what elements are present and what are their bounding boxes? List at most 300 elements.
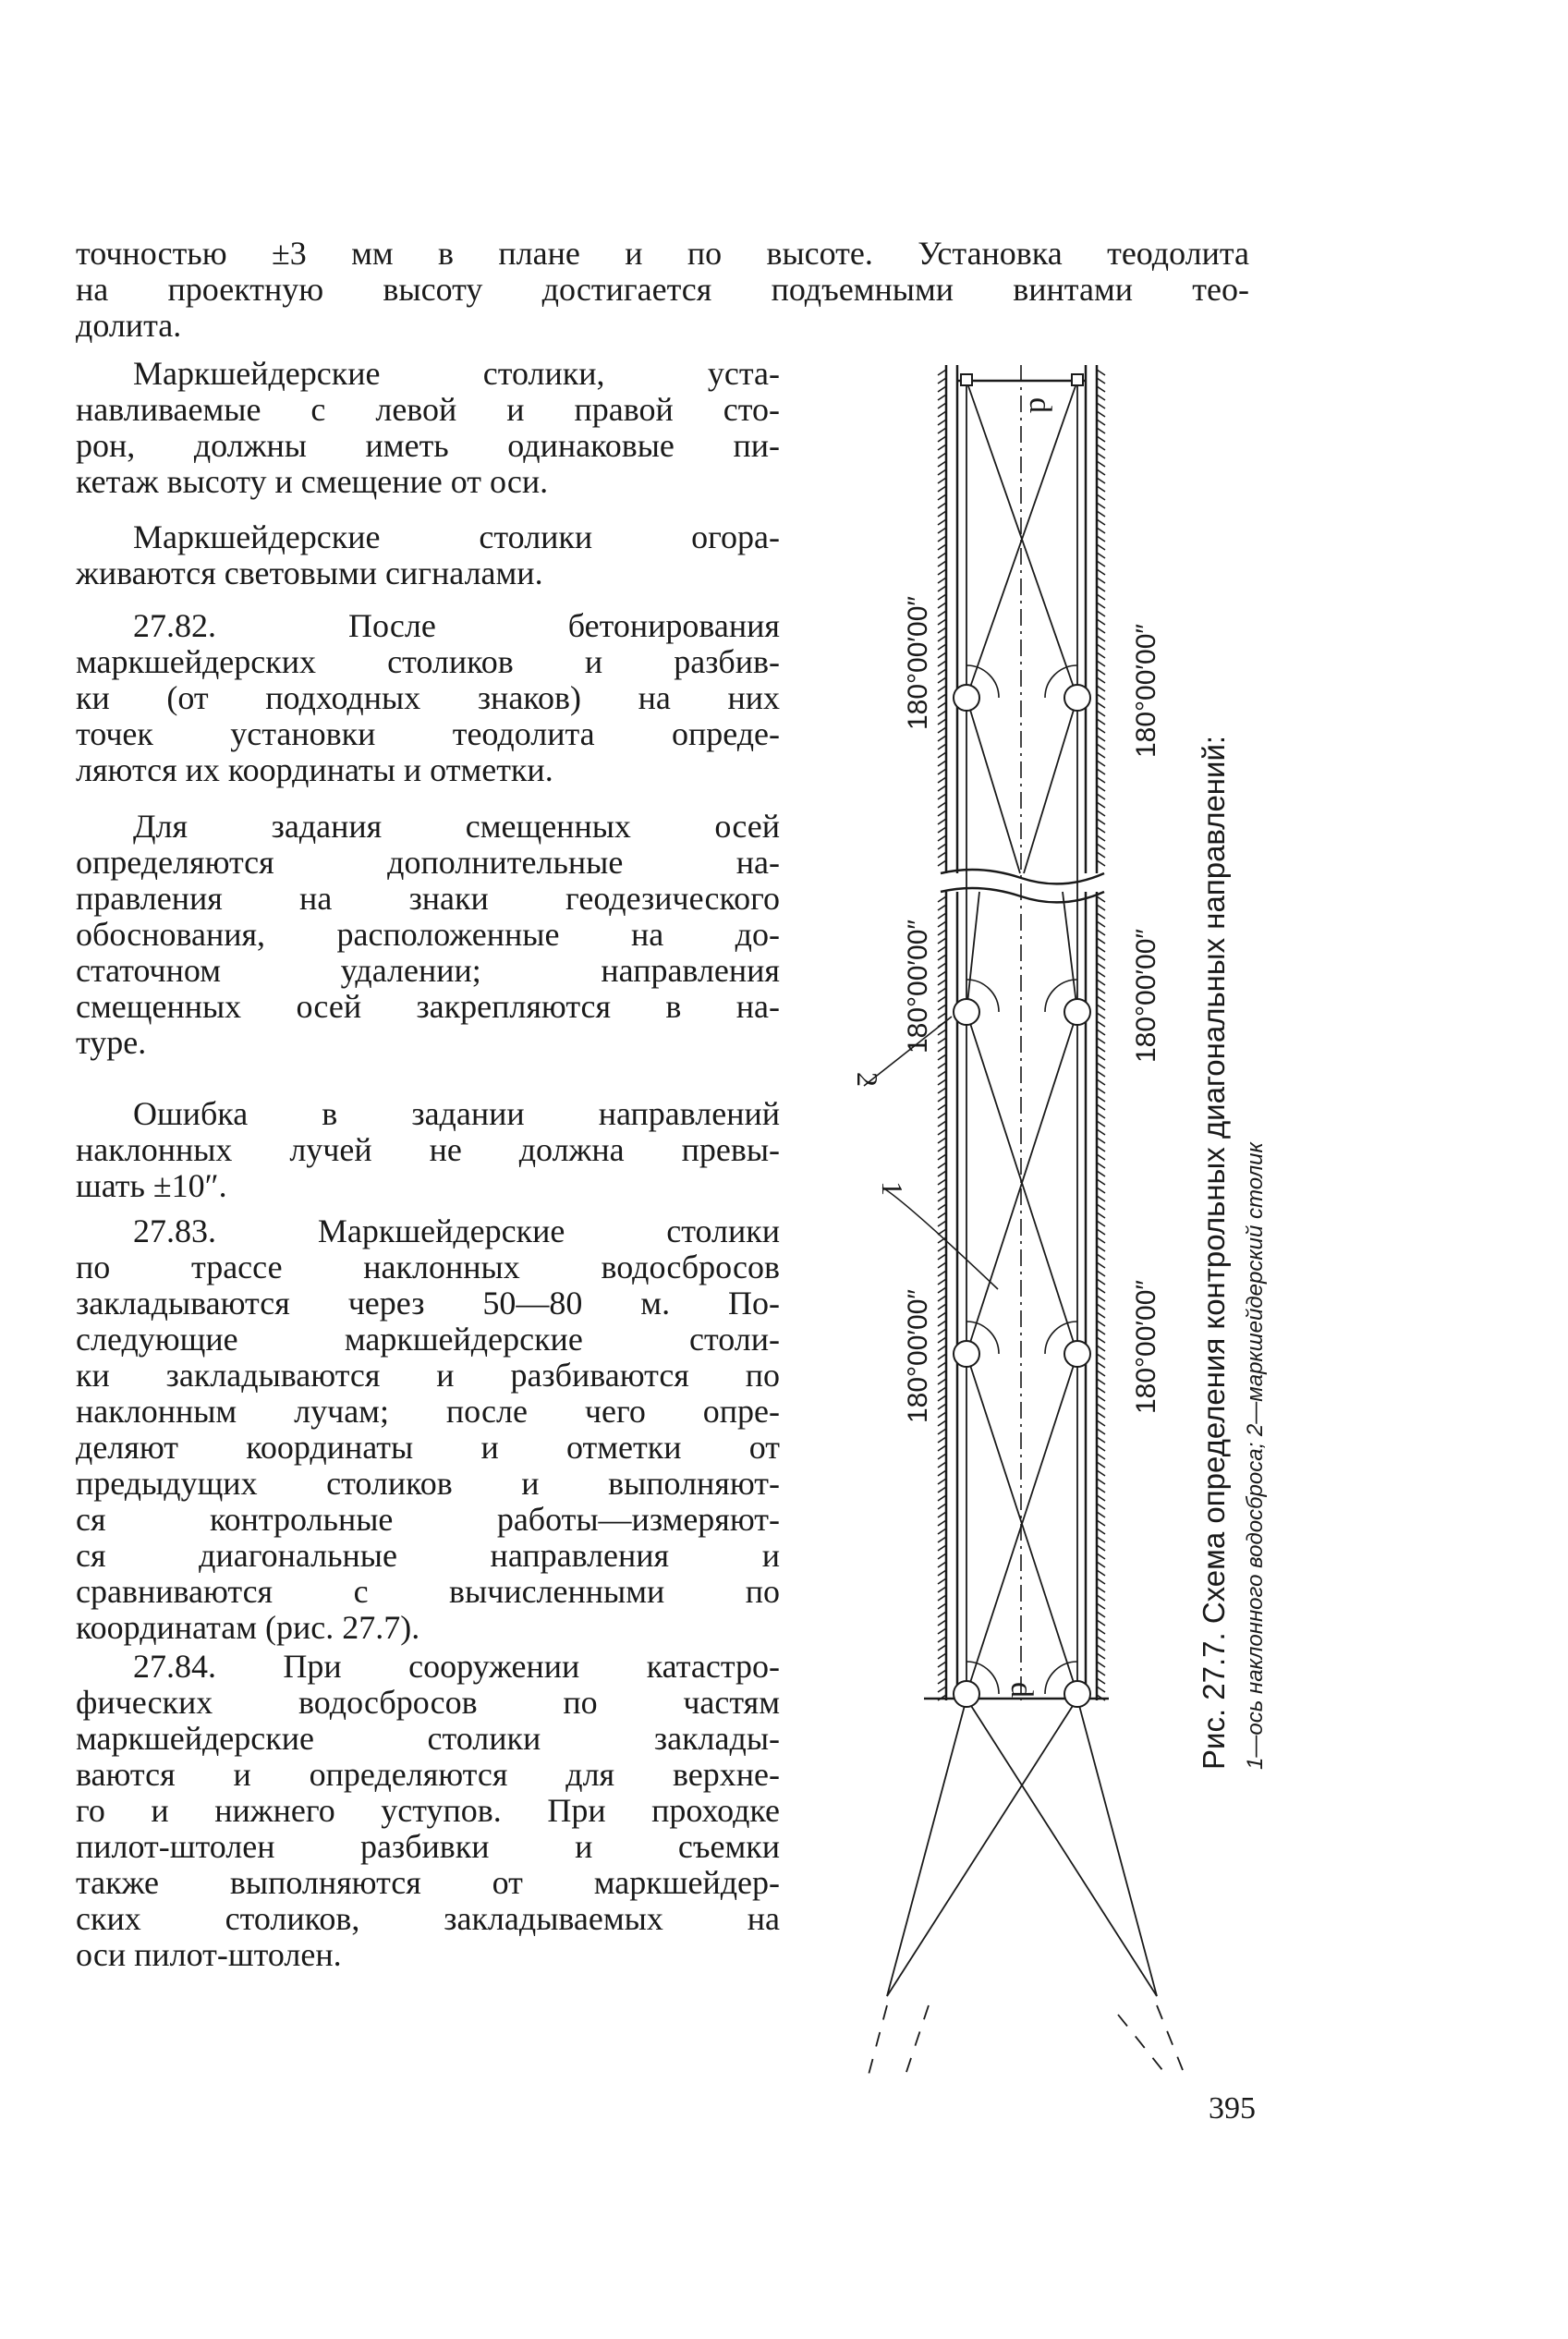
- text-line: маркшейдерских столиков и разбив-: [76, 643, 780, 680]
- figure-diagram: [813, 351, 1238, 2126]
- wall-hatch: [1097, 1512, 1105, 1517]
- text-line: также выполняются от маркшейдер-: [76, 1864, 780, 1901]
- wall-hatch: [938, 777, 946, 783]
- wall-hatch: [1097, 1620, 1105, 1626]
- figure-caption-legend: 1—ось наклонного водосброса; 2—маркшейдерский столик: [1243, 1142, 1268, 1770]
- wall-hatch: [1097, 669, 1105, 675]
- wall-hatch: [1097, 578, 1105, 583]
- break-line: [941, 870, 1104, 883]
- wall-hatch: [938, 786, 946, 791]
- wall-hatch: [938, 1204, 946, 1210]
- wall-hatch: [1097, 727, 1105, 733]
- wall-hatch: [938, 1520, 946, 1526]
- wall-hatch: [938, 469, 946, 475]
- wall-hatch: [1097, 938, 1105, 944]
- wall-hatch: [1097, 1595, 1105, 1601]
- wall-hatch: [1097, 1237, 1105, 1243]
- wall-hatch: [1097, 1113, 1105, 1118]
- wall-hatch: [1097, 686, 1105, 691]
- wall-hatch: [938, 955, 946, 960]
- text-line: на проектную высоту достигается подъемными винтами тео-: [76, 271, 1249, 308]
- wall-hatch: [938, 913, 946, 919]
- diagonal-ray: [1063, 892, 1077, 1012]
- wall-hatch: [1097, 386, 1105, 392]
- wall-hatch: [938, 1437, 946, 1443]
- wall-hatch: [938, 1504, 946, 1509]
- wall-hatch: [938, 1429, 946, 1434]
- wall-hatch: [938, 1670, 946, 1675]
- paragraph: [76, 1213, 780, 1646]
- wall-hatch: [1097, 395, 1105, 400]
- text-line: фических водосбросов по частям: [76, 1684, 780, 1721]
- text-line: рон, должны иметь одинаковые пи-: [76, 427, 780, 464]
- wall-hatch: [1097, 553, 1105, 558]
- wall-hatch: [1097, 1537, 1105, 1542]
- wall-hatch: [938, 860, 946, 866]
- wall-hatch: [1097, 1612, 1105, 1617]
- wall-hatch: [938, 1113, 946, 1118]
- wall-hatch: [1097, 1271, 1105, 1276]
- wall-hatch: [938, 1129, 946, 1135]
- wall-hatch: [938, 586, 946, 591]
- wall-hatch: [1097, 1163, 1105, 1168]
- external-ray: [887, 1699, 1077, 1996]
- wall-hatch: [1097, 1046, 1105, 1052]
- text-line: ки (от подходных знаков) на них: [76, 679, 780, 716]
- wall-hatch: [938, 428, 946, 433]
- wall-hatch: [1097, 896, 1105, 902]
- wall-hatch: [938, 1212, 946, 1218]
- text-line: ских столиков, закладываемых на: [76, 1900, 780, 1937]
- wall-hatch: [938, 536, 946, 542]
- text-line: 27.84. При сооружении катастро-: [133, 1648, 780, 1685]
- wall-hatch: [938, 1537, 946, 1542]
- paragraph: [76, 608, 780, 788]
- wall-hatch: [1097, 1429, 1105, 1434]
- wall-hatch: [1097, 1645, 1105, 1651]
- text-line: наклонным лучам; после чего опре-: [76, 1393, 780, 1430]
- wall-hatch: [1097, 1079, 1105, 1085]
- wall-hatch: [1097, 1495, 1105, 1501]
- wall-hatch: [938, 1562, 946, 1567]
- text-line: ся контрольные работы—измеряют-: [76, 1501, 780, 1538]
- wall-hatch: [1097, 1371, 1105, 1376]
- wall-hatch: [1097, 1179, 1105, 1185]
- wall-hatch: [938, 677, 946, 683]
- station-marker: [1064, 685, 1090, 711]
- wall-hatch: [938, 1570, 946, 1576]
- wall-hatch: [938, 1246, 946, 1251]
- wall-hatch: [938, 1354, 946, 1359]
- wall-hatch: [938, 569, 946, 575]
- wall-hatch: [1097, 810, 1105, 816]
- wall-hatch: [938, 528, 946, 533]
- station-marker: [961, 374, 972, 385]
- wall-hatch: [1097, 955, 1105, 960]
- wall-hatch: [1097, 561, 1105, 566]
- page-number: 395: [1209, 2091, 1256, 2126]
- wall-hatch: [1097, 711, 1105, 716]
- wall-hatch: [938, 1104, 946, 1110]
- station-marker: [1072, 374, 1083, 385]
- station-marker: [954, 685, 979, 711]
- wall-hatch: [1097, 1021, 1105, 1027]
- wall-hatch: [938, 652, 946, 658]
- wall-hatch: [938, 1454, 946, 1459]
- top-paragraph: [76, 236, 1249, 344]
- wall-hatch: [938, 370, 946, 375]
- text-line: координатам (рис. 27.7).: [76, 1609, 420, 1646]
- wall-hatch: [938, 835, 946, 841]
- wall-hatch: [938, 445, 946, 450]
- wall-hatch: [938, 1088, 946, 1093]
- wall-hatch: [1097, 1221, 1105, 1226]
- wall-hatch: [1097, 569, 1105, 575]
- angle-label: 180°00′00″: [1131, 1279, 1161, 1414]
- wall-hatch: [1097, 1104, 1105, 1110]
- paragraph: [76, 1649, 780, 1973]
- wall-hatch: [1097, 1562, 1105, 1567]
- wall-hatch: [938, 686, 946, 691]
- wall-hatch: [938, 1479, 946, 1484]
- wall-hatch: [938, 1553, 946, 1559]
- wall-hatch: [938, 1371, 946, 1376]
- wall-hatch: [938, 852, 946, 858]
- wall-hatch: [938, 938, 946, 944]
- wall-hatch: [938, 1603, 946, 1609]
- wall-hatch: [1097, 1262, 1105, 1268]
- marker-label-2: 2: [851, 1072, 884, 1087]
- wall-hatch: [1097, 494, 1105, 500]
- wall-hatch: [1097, 786, 1105, 791]
- text-line: долита.: [76, 307, 182, 344]
- wall-hatch: [1097, 486, 1105, 492]
- wall-hatch: [1097, 461, 1105, 467]
- wall-hatch: [938, 1046, 946, 1052]
- wall-hatch: [938, 627, 946, 633]
- wall-hatch: [1097, 1312, 1105, 1318]
- wall-hatch: [938, 403, 946, 408]
- wall-hatch: [938, 636, 946, 641]
- wall-hatch: [1097, 611, 1105, 616]
- wall-hatch: [1097, 1420, 1105, 1426]
- wall-hatch: [938, 1529, 946, 1534]
- text-line: навливаемые с левой и правой сто-: [76, 391, 780, 428]
- wall-hatch: [1097, 1254, 1105, 1260]
- wall-hatch: [938, 1054, 946, 1060]
- wall-hatch: [938, 1653, 946, 1659]
- external-ray-dashed: [869, 2005, 887, 2075]
- wall-hatch: [1097, 1129, 1105, 1135]
- wall-hatch: [938, 1612, 946, 1617]
- wall-hatch: [1097, 1545, 1105, 1551]
- external-ray-dashed: [1157, 2005, 1183, 2070]
- diagonal-ray: [966, 892, 979, 1012]
- wall-hatch: [1097, 1504, 1105, 1509]
- wall-hatch: [938, 1337, 946, 1343]
- wall-hatch: [938, 819, 946, 824]
- wall-hatch: [1097, 1287, 1105, 1293]
- wall-hatch: [938, 905, 946, 910]
- wall-hatch: [1097, 761, 1105, 766]
- wall-hatch: [938, 486, 946, 492]
- wall-hatch: [1097, 436, 1105, 442]
- wall-hatch: [1097, 1321, 1105, 1326]
- wall-hatch: [938, 702, 946, 708]
- wall-hatch: [938, 769, 946, 774]
- text-line: живаются световыми сигналами.: [76, 554, 543, 591]
- wall-hatch: [938, 1462, 946, 1468]
- text-line: деляют координаты и отметки от: [76, 1429, 780, 1466]
- wall-hatch: [938, 594, 946, 600]
- station-marker: [954, 999, 979, 1025]
- wall-hatch: [1097, 702, 1105, 708]
- wall-hatch: [938, 1038, 946, 1043]
- wall-hatch: [938, 1071, 946, 1077]
- text-line: туре.: [76, 1024, 147, 1061]
- wall-hatch: [938, 386, 946, 392]
- wall-hatch: [938, 1687, 946, 1692]
- wall-hatch: [1097, 1445, 1105, 1451]
- wall-hatch: [1097, 827, 1105, 833]
- station-marker: [1064, 1681, 1090, 1707]
- wall-hatch: [938, 1587, 946, 1592]
- wall-hatch: [938, 578, 946, 583]
- wall-hatch: [1097, 1404, 1105, 1409]
- wall-hatch: [938, 1620, 946, 1626]
- text-line: пилот-штолен разбивки и съемки: [76, 1828, 780, 1865]
- wall-hatch: [1097, 528, 1105, 533]
- wall-hatch: [1097, 652, 1105, 658]
- wall-hatch: [938, 420, 946, 425]
- wall-hatch: [938, 963, 946, 968]
- wall-hatch: [938, 561, 946, 566]
- wall-hatch: [1097, 627, 1105, 633]
- wall-hatch: [1097, 1229, 1105, 1235]
- wall-hatch: [938, 411, 946, 417]
- wall-hatch: [938, 1196, 946, 1201]
- wall-hatch: [938, 1188, 946, 1193]
- wall-hatch: [938, 971, 946, 977]
- wall-hatch: [938, 519, 946, 525]
- station-marker: [954, 1681, 979, 1707]
- wall-hatch: [1097, 1296, 1105, 1301]
- wall-hatch: [1097, 1687, 1105, 1692]
- wall-hatch: [1097, 860, 1105, 866]
- wall-hatch: [938, 1445, 946, 1451]
- wall-hatch: [938, 1029, 946, 1035]
- wall-hatch: [1097, 1138, 1105, 1143]
- wall-hatch: [1097, 1603, 1105, 1609]
- paragraph: [76, 1096, 780, 1204]
- wall-hatch: [1097, 1279, 1105, 1285]
- text-line: смещенных осей закрепляются в на-: [76, 988, 780, 1025]
- wall-hatch: [1097, 1587, 1105, 1592]
- wall-hatch: [938, 511, 946, 517]
- wall-hatch: [1097, 1337, 1105, 1343]
- wall-hatch: [1097, 1121, 1105, 1127]
- text-line: статочном удалении; направления: [76, 952, 780, 989]
- wall-hatch: [938, 1395, 946, 1401]
- wall-hatch: [938, 744, 946, 749]
- text-line: маркшейдерские столики заклады-: [76, 1720, 780, 1757]
- wall-hatch: [1097, 930, 1105, 935]
- wall-hatch: [938, 453, 946, 458]
- paragraph: [76, 519, 780, 591]
- wall-hatch: [1097, 445, 1105, 450]
- wall-hatch: [938, 1138, 946, 1143]
- wall-hatch: [938, 980, 946, 985]
- wall-hatch: [1097, 453, 1105, 458]
- wall-hatch: [1097, 1005, 1105, 1010]
- wall-hatch: [1097, 370, 1105, 375]
- wall-hatch: [1097, 478, 1105, 483]
- wall-hatch: [1097, 1088, 1105, 1093]
- external-ray: [1077, 1699, 1157, 1996]
- angle-label: 180°00′00″: [903, 595, 933, 730]
- wall-hatch: [938, 1154, 946, 1160]
- text-line: точностью ±3 мм в плане и по высоте. Установка теодолита: [76, 235, 1249, 272]
- text-line: ся диагональные направления и: [76, 1537, 780, 1574]
- wall-hatch: [1097, 1146, 1105, 1151]
- wall-hatch: [938, 1221, 946, 1226]
- figure-caption-title: Рис. 27.7. Схема определения контрольных диагональных направлений:: [1197, 735, 1231, 1770]
- wall-hatch: [1097, 905, 1105, 910]
- wall-hatch: [938, 436, 946, 442]
- wall-hatch: [938, 1678, 946, 1684]
- wall-hatch: [1097, 694, 1105, 700]
- wall-hatch: [938, 553, 946, 558]
- wall-hatch: [938, 694, 946, 700]
- wall-hatch: [938, 736, 946, 741]
- wall-hatch: [1097, 736, 1105, 741]
- wall-hatch: [1097, 921, 1105, 927]
- external-ray: [966, 1699, 1157, 1996]
- text-line: кетаж высоту и смещение от оси.: [76, 463, 549, 500]
- paragraph: [76, 356, 780, 500]
- wall-hatch: [1097, 469, 1105, 475]
- wall-hatch: [1097, 636, 1105, 641]
- wall-hatch: [938, 810, 946, 816]
- text-line: 27.82. После бетонирования: [133, 607, 780, 644]
- wall-hatch: [1097, 1570, 1105, 1576]
- wall-hatch: [938, 1296, 946, 1301]
- wall-hatch: [938, 1312, 946, 1318]
- text-line: ваются и определяются для верхне-: [76, 1756, 780, 1793]
- dimension-label: d: [1023, 397, 1057, 413]
- wall-hatch: [1097, 1038, 1105, 1043]
- wall-hatch: [938, 1279, 946, 1285]
- wall-hatch: [1097, 988, 1105, 993]
- text-line: по трассе наклонных водосбросов: [76, 1249, 780, 1285]
- wall-hatch: [1097, 1670, 1105, 1675]
- wall-hatch: [1097, 719, 1105, 725]
- wall-hatch: [1097, 1479, 1105, 1484]
- station-marker: [1064, 999, 1090, 1025]
- break-line: [941, 888, 1104, 902]
- external-ray-dashed: [906, 2005, 929, 2075]
- wall-hatch: [1097, 1071, 1105, 1077]
- wall-hatch: [938, 827, 946, 833]
- text-line: 27.83. Маркшейдерские столики: [133, 1212, 780, 1249]
- text-line: определяются дополнительные на-: [76, 844, 780, 881]
- text-line: предыдущих столиков и выполняют-: [76, 1465, 780, 1502]
- wall-hatch: [938, 611, 946, 616]
- wall-hatch: [938, 1628, 946, 1634]
- wall-hatch: [938, 802, 946, 808]
- wall-hatch: [1097, 769, 1105, 774]
- wall-hatch: [938, 1512, 946, 1517]
- wall-hatch: [938, 1079, 946, 1085]
- diagonal-ray: [1024, 698, 1077, 873]
- wall-hatch: [1097, 946, 1105, 952]
- wall-hatch: [938, 1163, 946, 1168]
- wall-hatch: [938, 1121, 946, 1127]
- wall-hatch: [938, 1645, 946, 1651]
- wall-hatch: [938, 395, 946, 400]
- wall-hatch: [1097, 819, 1105, 824]
- wall-hatch: [1097, 1653, 1105, 1659]
- wall-hatch: [938, 478, 946, 483]
- wall-hatch: [1097, 594, 1105, 600]
- text-line: сравниваются с вычисленными по: [76, 1573, 780, 1610]
- wall-hatch: [1097, 603, 1105, 608]
- wall-hatch: [1097, 1529, 1105, 1534]
- wall-hatch: [938, 544, 946, 550]
- wall-hatch: [1097, 744, 1105, 749]
- wall-hatch: [1097, 1154, 1105, 1160]
- wall-hatch: [938, 752, 946, 758]
- wall-hatch: [938, 1362, 946, 1368]
- wall-hatch: [938, 1096, 946, 1102]
- wall-hatch: [1097, 420, 1105, 425]
- marker-label-1: 1: [876, 1181, 909, 1196]
- wall-hatch: [1097, 1578, 1105, 1584]
- wall-hatch: [938, 461, 946, 467]
- wall-hatch: [938, 1254, 946, 1260]
- wall-hatch: [1097, 1246, 1105, 1251]
- external-ray-dashed: [1118, 2015, 1166, 2075]
- wall-hatch: [938, 644, 946, 650]
- text-line: точек установки теодолита опреде-: [76, 715, 780, 752]
- wall-hatch: [1097, 677, 1105, 683]
- wall-hatch: [938, 1662, 946, 1667]
- wall-hatch: [938, 1329, 946, 1334]
- wall-hatch: [1097, 752, 1105, 758]
- station-marker: [954, 1341, 979, 1367]
- wall-hatch: [1097, 1379, 1105, 1384]
- wall-hatch: [1097, 1520, 1105, 1526]
- wall-hatch: [1097, 1212, 1105, 1218]
- wall-hatch: [1097, 428, 1105, 433]
- station-marker: [1064, 1341, 1090, 1367]
- wall-hatch: [938, 1412, 946, 1418]
- wall-hatch: [938, 619, 946, 625]
- wall-hatch: [1097, 519, 1105, 525]
- diagonal-ray: [966, 698, 1020, 873]
- wall-hatch: [938, 1321, 946, 1326]
- wall-hatch: [1097, 1196, 1105, 1201]
- text-line: ки закладываются и разбиваются по: [76, 1357, 780, 1394]
- wall-hatch: [1097, 1096, 1105, 1102]
- wall-hatch: [1097, 1628, 1105, 1634]
- wall-hatch: [1097, 1454, 1105, 1459]
- text-line: шать ±10″.: [76, 1167, 227, 1204]
- wall-hatch: [1097, 1354, 1105, 1359]
- wall-hatch: [938, 669, 946, 675]
- wall-hatch: [1097, 996, 1105, 1002]
- wall-hatch: [938, 378, 946, 384]
